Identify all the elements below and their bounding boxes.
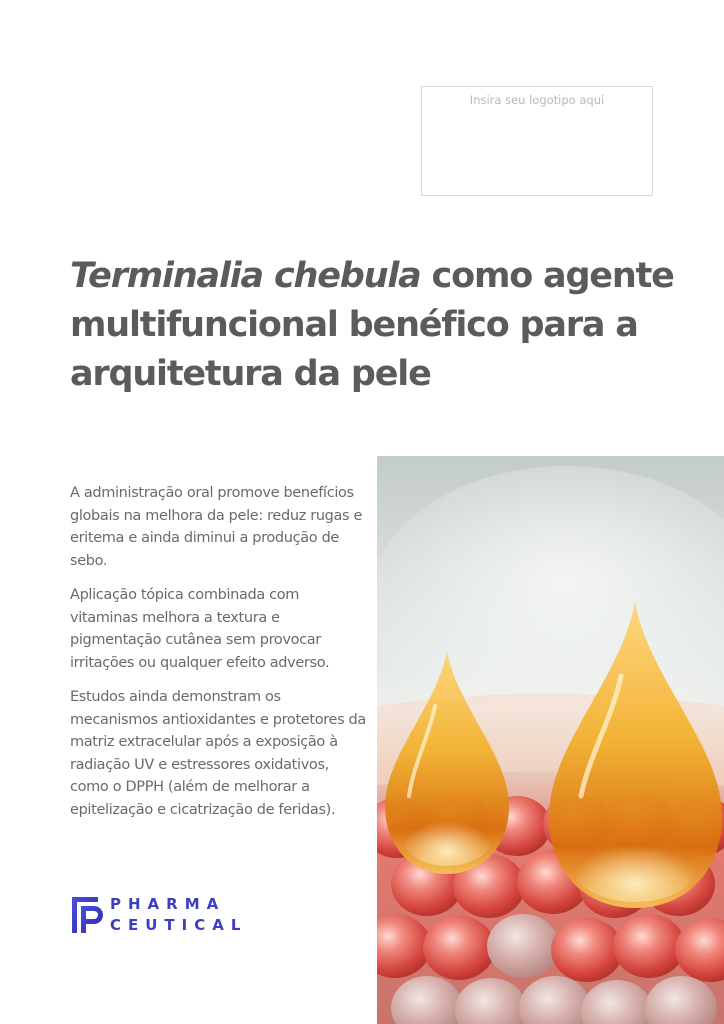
brand-wordmark xyxy=(110,894,247,936)
paragraph-topical-application: Aplicação tópica combinada com vitaminas melhora a textura e pigmentação cutânea sem provocar irritações ou qualquer efeito adverso. xyxy=(70,587,330,671)
page-title xyxy=(70,252,710,399)
logo-placeholder-text: Insira seu logotipo aqui xyxy=(469,93,605,107)
oil-drops-illustration xyxy=(377,456,724,1024)
brand-line-2: CEUTICAL xyxy=(110,916,248,934)
logo-placeholder xyxy=(421,86,653,196)
brand-logo xyxy=(70,892,247,938)
paragraph-oral-administration: A administração oral promove benefícios globais na melhora da pele: reduz rugas e eritema e ainda diminui a produção de sebo. xyxy=(70,485,363,569)
brand-line-1: PHARMA xyxy=(110,895,226,913)
body-text xyxy=(70,482,370,833)
title-rest: como agente multifuncional benéfico para a arquitetura da pele xyxy=(70,256,674,394)
title-species-name: Terminalia chebula xyxy=(70,256,421,296)
oil-drops-photo xyxy=(377,456,724,1024)
pharmaceutical-mark-icon xyxy=(70,893,104,937)
paragraph-studies: Estudos ainda demonstram os mecanismos antioxidantes e protetores da matriz extracelular após a exposição à radiação UV e estressores oxidativos, como o DPPH (além de melhorar a epitelização e cicatrização de feridas). xyxy=(70,689,366,818)
